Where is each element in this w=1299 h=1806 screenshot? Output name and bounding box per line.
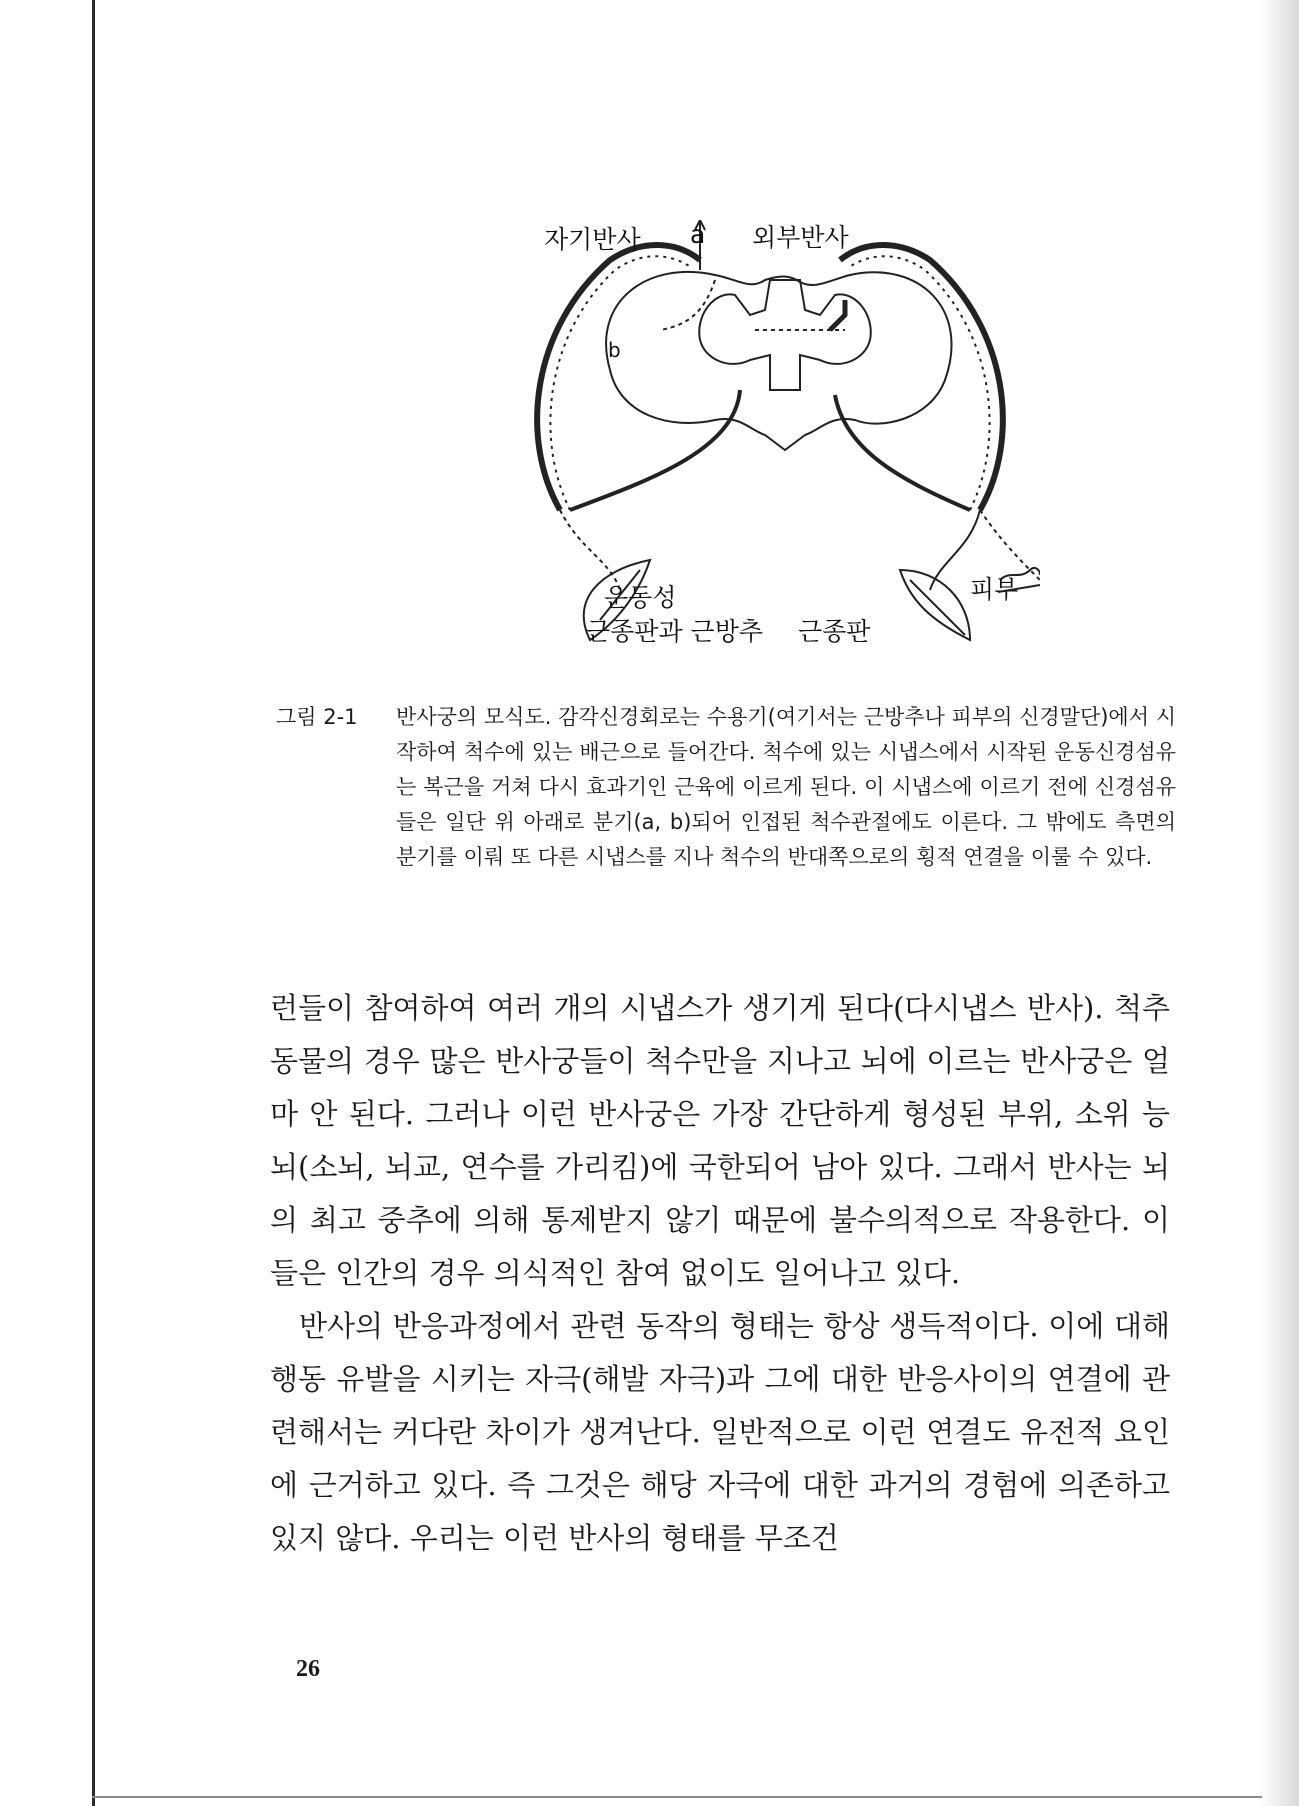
page-edge-shadow bbox=[1259, 0, 1299, 1806]
label-arrow-b: b bbox=[608, 338, 621, 362]
paragraph-1: 런들이 참여하여 여러 개의 시냅스가 생기게 된다(다시냅스 반사). 척추동물의 경우 많은 반사궁들이 척수만을 지나고 뇌에 이르는 반사궁은 얼마 안 된다. 그러나 이런 반사궁은 가장 간단하게 형성된 부위, 소위 능뇌(소뇌, 뇌교, 연수를 가리킴)에 국한되어 남아 있다. 그래서 반사는 뇌의 최고 중추에 의해 통제받지 않기 때문에 불수의적으로 작용한다. 이들은 인간의 경우 의식적인 참여 없이도 일어나고 있다. bbox=[270, 991, 1170, 1290]
body-text bbox=[270, 982, 1170, 1565]
label-skin: 피부 bbox=[970, 575, 1019, 604]
label-autoreflex: 자기반사 bbox=[544, 225, 641, 254]
reflex-arc-diagram bbox=[500, 220, 1040, 650]
label-arrow-a: a bbox=[690, 220, 706, 249]
label-motor-line1: 운동성 bbox=[604, 583, 677, 612]
label-exoreflex: 외부반사 bbox=[752, 223, 849, 252]
label-motor-line2: 근종판과 근방추 bbox=[586, 617, 763, 646]
page-number: 26 bbox=[296, 1656, 320, 1682]
reflex-arc-illustration bbox=[500, 220, 1040, 650]
paragraph-2: 반사의 반응과정에서 관련 동작의 형태는 항상 생득적이다. 이에 대해 행동 유발을 시키는 자극(해발 자극)과 그에 대한 반응사이의 연결에 관련해서는 커다란 차이가 생겨난다. 일반적으로 이런 연결도 유전적 요인에 근거하고 있다. 즉 그것은 해당 자극에 대한 과거의 경험에 의존하고 있지 않다. 우리는 이런 반사의 형태를 무조건 bbox=[270, 1309, 1170, 1555]
caption-text: 반사궁의 모식도. 감각신경회로는 수용기(여기서는 근방추나 피부의 신경말단)에서 시작하여 척수에 있는 배근으로 들어간다. 척수에 있는 시냅스에서 시작된 운동신경섬유는 복근을 거쳐 다시 효과기인 근육에 이르게 된다. 이 시냅스에 이르기 전에 신경섬유들은 일단 위 아래로 분기(a, b)되어 인접된 척수관절에도 이른다. 그 밖에도 측면의 분기를 이뤄 또 다른 시냅스를 지나 척수의 반대쪽으로의 횡적 연결을 이룰 수 있다. bbox=[396, 705, 1176, 869]
page-bottom-edge bbox=[92, 1796, 1262, 1798]
figure-caption bbox=[276, 700, 1176, 875]
label-endplate: 근종판 bbox=[798, 617, 871, 646]
caption-label: 그림 2-1 bbox=[276, 705, 358, 729]
